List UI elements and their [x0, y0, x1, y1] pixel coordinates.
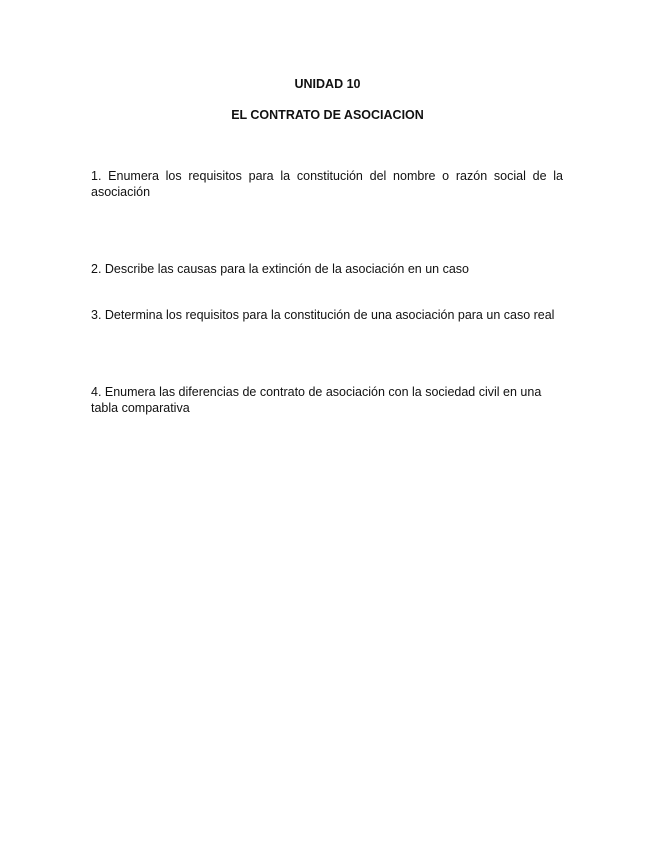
question-3: 3. Determina los requisitos para la constitución de una asociación para un caso real: [91, 308, 555, 322]
question-1: 1. Enumera los requisitos para la constitución del nombre o razón social de la asociación: [91, 169, 563, 199]
question-2: 2. Describe las causas para la extinción de la asociación en un caso: [91, 262, 469, 276]
unit-title: UNIDAD 10: [294, 77, 361, 91]
question-4: 4. Enumera las diferencias de contrato de asociación con la sociedad civil en una tabla comparativa: [91, 385, 542, 415]
page-title: EL CONTRATO DE ASOCIACION: [231, 108, 424, 122]
